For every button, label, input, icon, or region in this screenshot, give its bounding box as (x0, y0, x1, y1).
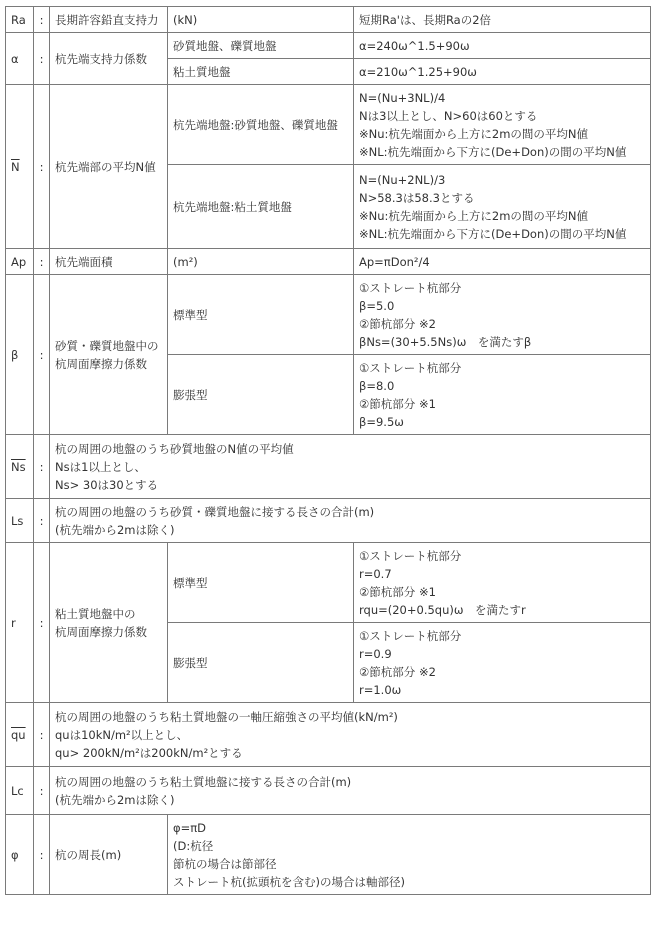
row-lc (6, 767, 651, 815)
r-expanded-formula: ①ストレート杭部分 r=0.9 ②節杭部分 ※2 r=1.0ω (354, 623, 651, 703)
row-beta-standard (6, 275, 651, 355)
n-condition-sand: 杭先端地盤:砂質地盤、礫質地盤 (168, 85, 354, 165)
colon: : (34, 275, 50, 435)
symbol-ls: Ls (6, 499, 34, 543)
name-beta: 砂質・礫質地盤中の 杭周面摩擦力係数 (50, 275, 168, 435)
symbol-lc: Lc (6, 767, 34, 815)
row-qu (6, 703, 651, 767)
alpha-formula-clay: α=210ω^1.25+90ω (354, 59, 651, 85)
symbol-r: r (6, 543, 34, 703)
row-ap (6, 249, 651, 275)
colon: : (34, 33, 50, 85)
symbol-beta: β (6, 275, 34, 435)
symbol-ns: $\overline{Ns}$ (6, 435, 34, 499)
n-formula-clay: N=(Nu+2NL)/3 N>58.3は58.3とする ※Nu:杭先端面から上方に2mの間の平均N値 ※NL:杭先端面から下方に(De+Don)の間の平均N値 (354, 165, 651, 249)
colon: : (34, 85, 50, 249)
name-phi: 杭の周長(m) (50, 815, 168, 895)
colon: : (34, 815, 50, 895)
description-qu: 杭の周囲の地盤のうち粘土質地盤の一軸圧縮強さの平均値(kN/m²) quは10kN/m²以上とし、 qu> 200kN/m²は200kN/m²とする (50, 703, 651, 767)
colon: : (34, 249, 50, 275)
colon: : (34, 703, 50, 767)
unit-ra: (kN) (168, 7, 354, 33)
row-ra (6, 7, 651, 33)
row-n-1 (6, 85, 651, 165)
colon: : (34, 543, 50, 703)
symbol-alpha: α (6, 33, 34, 85)
symbol-phi: φ (6, 815, 34, 895)
row-alpha-1 (6, 33, 651, 59)
row-ns (6, 435, 651, 499)
description-lc: 杭の周囲の地盤のうち粘土質地盤に接する長さの合計(m) (杭先端から2mは除く) (50, 767, 651, 815)
pile-bearing-capacity-table (5, 6, 651, 895)
description-phi: φ=πD (D:杭径 節杭の場合は節部径 ストレート杭(拡頭杭を含む)の場合は軸部径) (168, 815, 651, 895)
beta-type-expanded: 膨張型 (168, 355, 354, 435)
name-alpha: 杭先端支持力係数 (50, 33, 168, 85)
name-ra: 長期許容鉛直支持力 (50, 7, 168, 33)
row-ls (6, 499, 651, 543)
row-r-standard (6, 543, 651, 623)
r-standard-formula: ①ストレート杭部分 r=0.7 ②節杭部分 ※1 rqu=(20+0.5qu)ω を満たすr (354, 543, 651, 623)
colon: : (34, 767, 50, 815)
beta-standard-formula: ①ストレート杭部分 β=5.0 ②節杭部分 ※2 βNs=(30+5.5Ns)ω を満たすβ (354, 275, 651, 355)
r-type-expanded: 膨張型 (168, 623, 354, 703)
alpha-condition-clay: 粘土質地盤 (168, 59, 354, 85)
beta-expanded-formula: ①ストレート杭部分 β=8.0 ②節杭部分 ※1 β=9.5ω (354, 355, 651, 435)
name-ap: 杭先端面積 (50, 249, 168, 275)
name-r: 粘土質地盤中の 杭周面摩擦力係数 (50, 543, 168, 703)
unit-ap: (m²) (168, 249, 354, 275)
symbol-qu: $\overline{qu}$ (6, 703, 34, 767)
value-ap: Ap=πDon²/4 (354, 249, 651, 275)
colon: : (34, 7, 50, 33)
r-type-standard: 標準型 (168, 543, 354, 623)
description-ns: 杭の周囲の地盤のうち砂質地盤のN値の平均値 Nsは1以上とし、 Ns> 30は30とする (50, 435, 651, 499)
description-ls: 杭の周囲の地盤のうち砂質・礫質地盤に接する長さの合計(m) (杭先端から2mは除く) (50, 499, 651, 543)
n-formula-sand: N=(Nu+3NL)/4 Nは3以上とし、N>60は60とする ※Nu:杭先端面から上方に2mの間の平均N値 ※NL:杭先端面から下方に(De+Don)の間の平均N値 (354, 85, 651, 165)
beta-type-standard: 標準型 (168, 275, 354, 355)
n-condition-clay: 杭先端地盤:粘土質地盤 (168, 165, 354, 249)
alpha-formula-sand: α=240ω^1.5+90ω (354, 33, 651, 59)
symbol-n: $\overline{N}$ (6, 85, 34, 249)
row-phi (6, 815, 651, 895)
symbol-ra: Ra (6, 7, 34, 33)
colon: : (34, 435, 50, 499)
symbol-ap: Ap (6, 249, 34, 275)
alpha-condition-sand: 砂質地盤、礫質地盤 (168, 33, 354, 59)
colon: : (34, 499, 50, 543)
value-ra: 短期Ra'は、長期Raの2倍 (354, 7, 651, 33)
name-n: 杭先端部の平均N値 (50, 85, 168, 249)
